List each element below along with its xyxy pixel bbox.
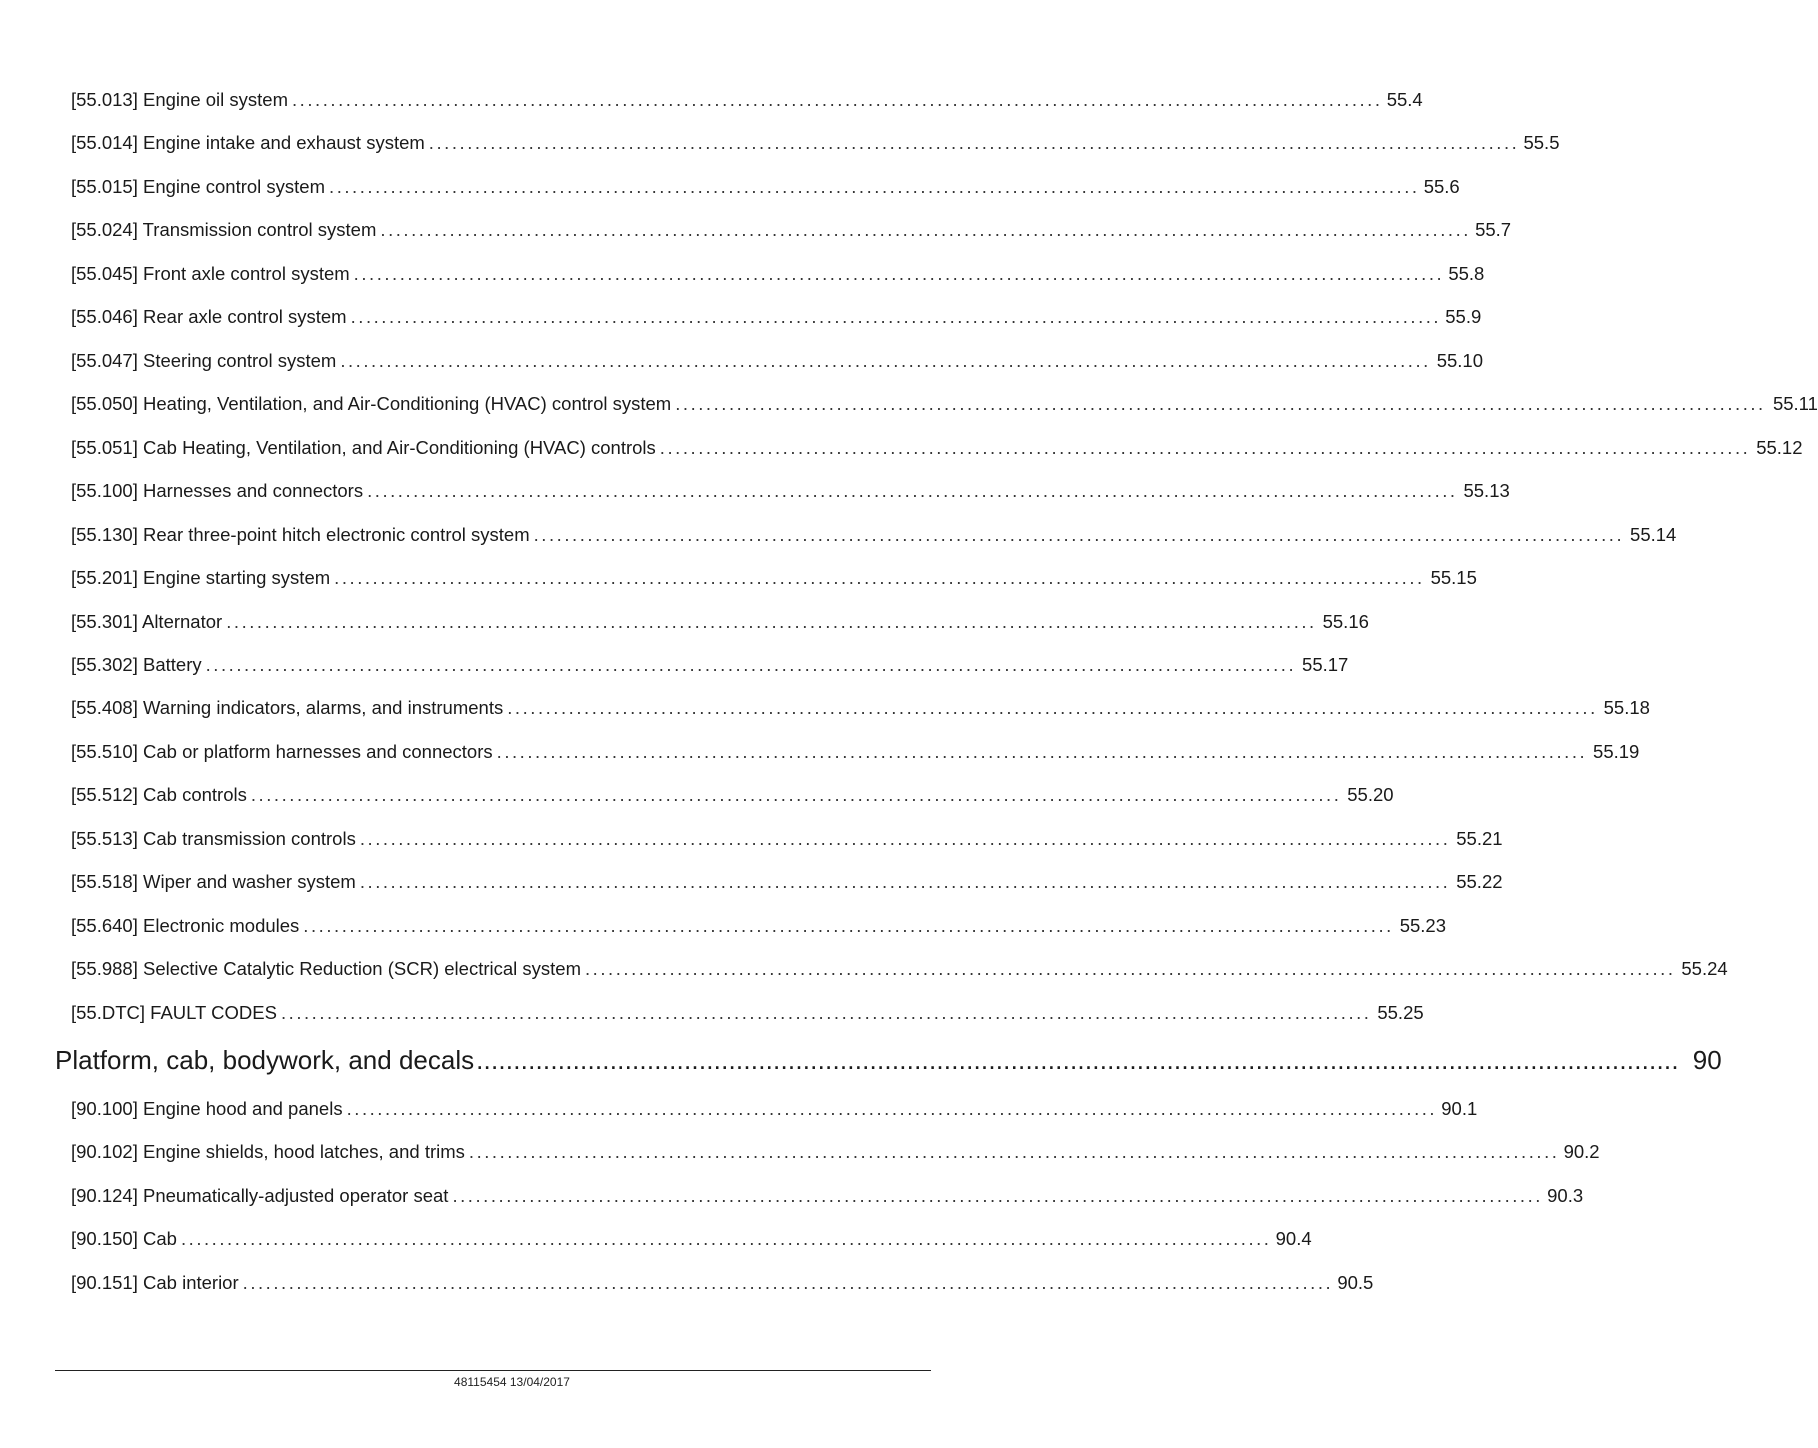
toc-entry-page: 55.14 <box>1630 524 1677 545</box>
toc-entry[interactable] <box>71 784 1394 808</box>
dot-leader <box>469 1141 1556 1163</box>
dot-leader <box>243 1272 1330 1294</box>
toc-entry[interactable] <box>71 89 1423 113</box>
dot-leader <box>329 176 1416 198</box>
footer-divider <box>55 1370 931 1371</box>
dot-leader <box>303 915 1390 937</box>
toc-entry-label: [55.512] Cab controls <box>71 784 247 805</box>
toc-entry[interactable] <box>71 1141 1600 1165</box>
toc-entry-label: [55.013] Engine oil system <box>71 89 288 110</box>
toc-entry-page: 55.18 <box>1603 697 1650 718</box>
toc-entry-page: 55.24 <box>1681 958 1728 979</box>
toc-entry[interactable] <box>71 611 1369 635</box>
toc-entry-page: 55.6 <box>1423 176 1460 197</box>
toc-entry[interactable] <box>71 958 1728 982</box>
toc-entry-label: [55.024] Transmission control system <box>71 219 377 240</box>
toc-entry-page: 90.4 <box>1275 1228 1312 1249</box>
toc-entry-page: 55.19 <box>1593 741 1640 762</box>
dot-leader <box>292 89 1379 111</box>
toc-entry[interactable] <box>71 437 1803 461</box>
footer-doc-reference: 48115454 13/04/2017 <box>454 1375 570 1389</box>
toc-section-title: Platform, cab, bodywork, and decals <box>55 1045 475 1075</box>
toc-entry-label: [55.100] Harnesses and connectors <box>71 480 364 501</box>
toc-entry-label: [55.050] Heating, Ventilation, and Air-Conditioning (HVAC) control system <box>71 393 672 414</box>
toc-entry[interactable] <box>71 350 1483 374</box>
toc-entry-page: 55.8 <box>1448 263 1485 284</box>
toc-entry-label: [55.302] Battery <box>71 654 202 675</box>
dot-leader <box>534 524 1621 546</box>
toc-entry-page: 55.7 <box>1475 219 1512 240</box>
dot-leader <box>660 437 1747 459</box>
toc-entry-page: 55.13 <box>1463 480 1510 501</box>
toc-entry-page: 55.9 <box>1445 306 1482 327</box>
dot-leader <box>354 263 1441 285</box>
dot-leader <box>360 871 1447 893</box>
dot-leader <box>585 958 1672 980</box>
toc-entry[interactable] <box>71 176 1460 200</box>
toc-entry[interactable] <box>71 741 1639 765</box>
toc-entry[interactable] <box>71 393 1818 417</box>
toc-entry-page: 55.12 <box>1756 437 1803 458</box>
toc-entry-page: 55.16 <box>1322 611 1369 632</box>
toc-entry-label: [55.640] Electronic modules <box>71 915 300 936</box>
toc-entry[interactable] <box>71 219 1511 243</box>
toc-entry[interactable] <box>71 1228 1312 1252</box>
toc-entry-label: [90.124] Pneumatically-adjusted operator seat <box>71 1185 449 1206</box>
toc-entry-page: 55.21 <box>1456 828 1503 849</box>
toc-entry[interactable] <box>71 828 1503 852</box>
toc-entry-label: [55.DTC] FAULT CODES <box>71 1002 277 1023</box>
toc-entry-page: 55.20 <box>1347 784 1394 805</box>
toc-entry-page: 55.17 <box>1302 654 1349 675</box>
toc-entry[interactable] <box>71 1185 1583 1209</box>
dot-leader <box>251 784 1338 806</box>
toc-entry[interactable] <box>71 263 1484 287</box>
dot-leader <box>675 393 1762 415</box>
toc-entry[interactable] <box>71 654 1348 678</box>
toc-entry[interactable] <box>71 1098 1477 1122</box>
dot-leader <box>429 132 1516 154</box>
dot-leader <box>507 697 1594 719</box>
dot-leader <box>181 1228 1268 1250</box>
dot-leader <box>497 741 1584 763</box>
dot-leader <box>281 1002 1368 1024</box>
toc-entry-label: [55.051] Cab Heating, Ventilation, and Air-Conditioning (HVAC) controls <box>71 437 656 458</box>
toc-entry-label: [55.014] Engine intake and exhaust system <box>71 132 425 153</box>
toc-entry-label: [55.130] Rear three-point hitch electronic control system <box>71 524 530 545</box>
dot-leader <box>347 1098 1434 1120</box>
dot-leader <box>206 654 1293 676</box>
dot-leader <box>452 1185 1539 1207</box>
toc-entry-page: 90.5 <box>1337 1272 1374 1293</box>
toc-entry-label: [55.015] Engine control system <box>71 176 326 197</box>
toc-entry[interactable] <box>71 567 1477 591</box>
toc-entry-page: 90.2 <box>1563 1141 1600 1162</box>
toc-entry[interactable] <box>71 480 1510 504</box>
toc-section-page: 90 <box>1692 1045 1722 1075</box>
dot-leader <box>334 567 1421 589</box>
toc-entry-label: [55.408] Warning indicators, alarms, and instruments <box>71 697 504 718</box>
toc-entry-label: [90.151] Cab interior <box>71 1272 239 1293</box>
toc-entry-page: 55.11 <box>1772 393 1818 414</box>
dot-leader <box>380 219 1467 241</box>
toc-entry-label: [55.513] Cab transmission controls <box>71 828 356 849</box>
toc-entry-label: [55.046] Rear axle control system <box>71 306 347 327</box>
toc-entry-page: 90.1 <box>1441 1098 1478 1119</box>
dot-leader <box>476 1045 1679 1076</box>
toc-entry-page: 55.10 <box>1436 350 1484 371</box>
toc-entry-label: [55.988] Selective Catalytic Reduction (SCR) electrical system <box>71 958 581 979</box>
toc-section-heading[interactable] <box>55 1045 1722 1079</box>
toc-entry[interactable] <box>71 524 1676 548</box>
toc-entry[interactable] <box>71 871 1503 895</box>
dot-leader <box>226 611 1313 633</box>
toc-entry-label: [55.301] Alternator <box>71 611 223 632</box>
toc-entry[interactable] <box>71 697 1650 721</box>
toc-entry-page: 55.15 <box>1430 567 1477 588</box>
toc-entry-label: [90.100] Engine hood and panels <box>71 1098 343 1119</box>
toc-entry-label: [55.047] Steering control system <box>71 350 337 371</box>
toc-entry[interactable] <box>71 1272 1373 1296</box>
dot-leader <box>367 480 1454 502</box>
toc-entry[interactable] <box>71 915 1446 939</box>
toc-entry-page: 55.22 <box>1456 871 1503 892</box>
toc-entry-label: [90.102] Engine shields, hood latches, and trims <box>71 1141 465 1162</box>
toc-entry-page: 55.23 <box>1399 915 1446 936</box>
toc-entry[interactable] <box>71 306 1481 330</box>
toc-entry-label: [55.510] Cab or platform harnesses and connectors <box>71 741 493 762</box>
toc-entry[interactable] <box>71 1002 1424 1026</box>
dot-leader <box>351 306 1438 328</box>
toc-entry-label: [55.045] Front axle control system <box>71 263 350 284</box>
toc-entry-page: 55.4 <box>1386 89 1423 110</box>
toc-entry-page: 55.25 <box>1377 1002 1424 1023</box>
toc-entry-label: [55.201] Engine starting system <box>71 567 331 588</box>
toc-entry-label: [55.518] Wiper and washer system <box>71 871 356 892</box>
toc-entry-label: [90.150] Cab <box>71 1228 177 1249</box>
dot-leader <box>340 350 1427 372</box>
dot-leader <box>360 828 1447 850</box>
toc-entry-page: 90.3 <box>1547 1185 1584 1206</box>
toc-entry-page: 55.5 <box>1523 132 1560 153</box>
toc-entry[interactable] <box>71 132 1560 156</box>
